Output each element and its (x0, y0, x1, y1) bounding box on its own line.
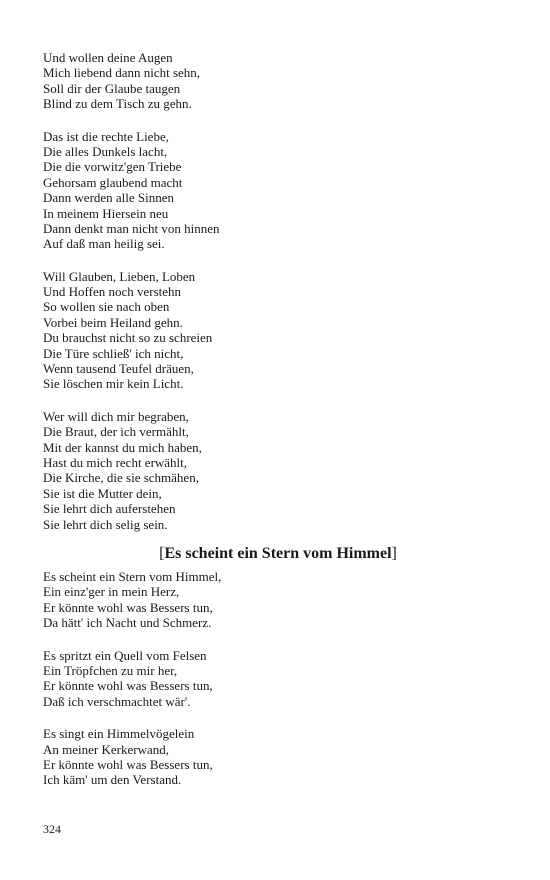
verse-line: Die alles Dunkels lacht, (43, 143, 168, 159)
stanza (43, 409, 513, 532)
verse-line: Die die vorwitz'gen Triebe (43, 159, 182, 175)
verse-line: An meiner Kerkerwand, (43, 741, 169, 757)
verse-line: Gehorsam glaubend macht (43, 174, 183, 190)
verse-line: Soll dir der Glaube taugen (43, 80, 181, 96)
verse-line: Er könnte wohl was Bessers tun, (43, 599, 213, 615)
poem-title-text: Es scheint ein Stern vom Himmel (164, 545, 392, 562)
verse-line: Und Hoffen noch verstehn (43, 284, 182, 300)
verse-line: Es spritzt ein Quell vom Felsen (43, 647, 207, 663)
verse-line: Da hätt' ich Nacht und Schmerz. (43, 615, 212, 631)
verse-line: Die Braut, der ich vermählt, (43, 424, 189, 440)
verse-line: Die Türe schließ' ich nicht, (43, 345, 184, 361)
verse-line: Auf daß man heilig sei. (43, 236, 165, 252)
verse-line: Dann werden alle Sinnen (43, 190, 175, 206)
verse-line: Ein Tröpfchen zu mir her, (43, 662, 178, 678)
poem-2 (43, 542, 513, 805)
verse-line: Und wollen deine Augen (43, 50, 173, 65)
verse-line: Es singt ein Himmelvögelein (43, 726, 195, 742)
verse-line: Wer will dich mir begraben, (43, 408, 189, 424)
verse-line: Das ist die rechte Liebe, (43, 128, 169, 144)
verse-line: Vorbei beim Heiland gehn. (43, 314, 183, 330)
verse-line: Mit der kannst du mich haben, (43, 439, 202, 455)
verse-line: Wenn tausend Teufel dräuen, (43, 361, 194, 377)
poem-title (43, 542, 513, 566)
verse-line: Will Glauben, Lieben, Loben (43, 268, 196, 284)
poem-1 (43, 50, 513, 549)
title-bracket-open: [ (159, 545, 165, 562)
stanza (43, 726, 513, 788)
stanza (43, 648, 513, 710)
stanza (43, 50, 513, 112)
stanza (43, 269, 513, 392)
verse-line: Blind zu dem Tisch zu gehn. (43, 96, 192, 112)
title-bracket-close: ] (391, 545, 397, 562)
verse-line: Daß ich verschmachtet wär'. (43, 693, 191, 709)
verse-line: Dann denkt man nicht von hinnen (43, 220, 220, 236)
verse-line: Du brauchst nicht so zu schreien (43, 330, 213, 346)
verse-line: Er könnte wohl was Bessers tun, (43, 756, 213, 772)
verse-line: Sie ist die Mutter dein, (43, 485, 162, 501)
verse-line: Mich liebend dann nicht sehn, (43, 65, 201, 81)
verse-line: So wollen sie nach oben (43, 299, 170, 315)
verse-line: Die Kirche, die sie schmähen, (43, 470, 199, 486)
verse-line: Sie lehrt dich auferstehen (43, 501, 176, 517)
verse-line: In meinem Hiersein neu (43, 205, 169, 221)
page-number: 324 (43, 822, 61, 836)
verse-line: Sie löschen mir kein Licht. (43, 376, 184, 392)
stanza (43, 129, 513, 252)
verse-line: Ich käm' um den Verstand. (43, 772, 182, 788)
verse-line: Ein einz'ger in mein Herz, (43, 584, 180, 600)
stanza (43, 569, 513, 631)
verse-line: Sie lehrt dich selig sein. (43, 516, 168, 532)
verse-line: Es scheint ein Stern vom Himmel, (43, 569, 222, 584)
verse-line: Er könnte wohl was Bessers tun, (43, 678, 213, 694)
verse-line: Hast du mich recht erwählt, (43, 454, 188, 470)
